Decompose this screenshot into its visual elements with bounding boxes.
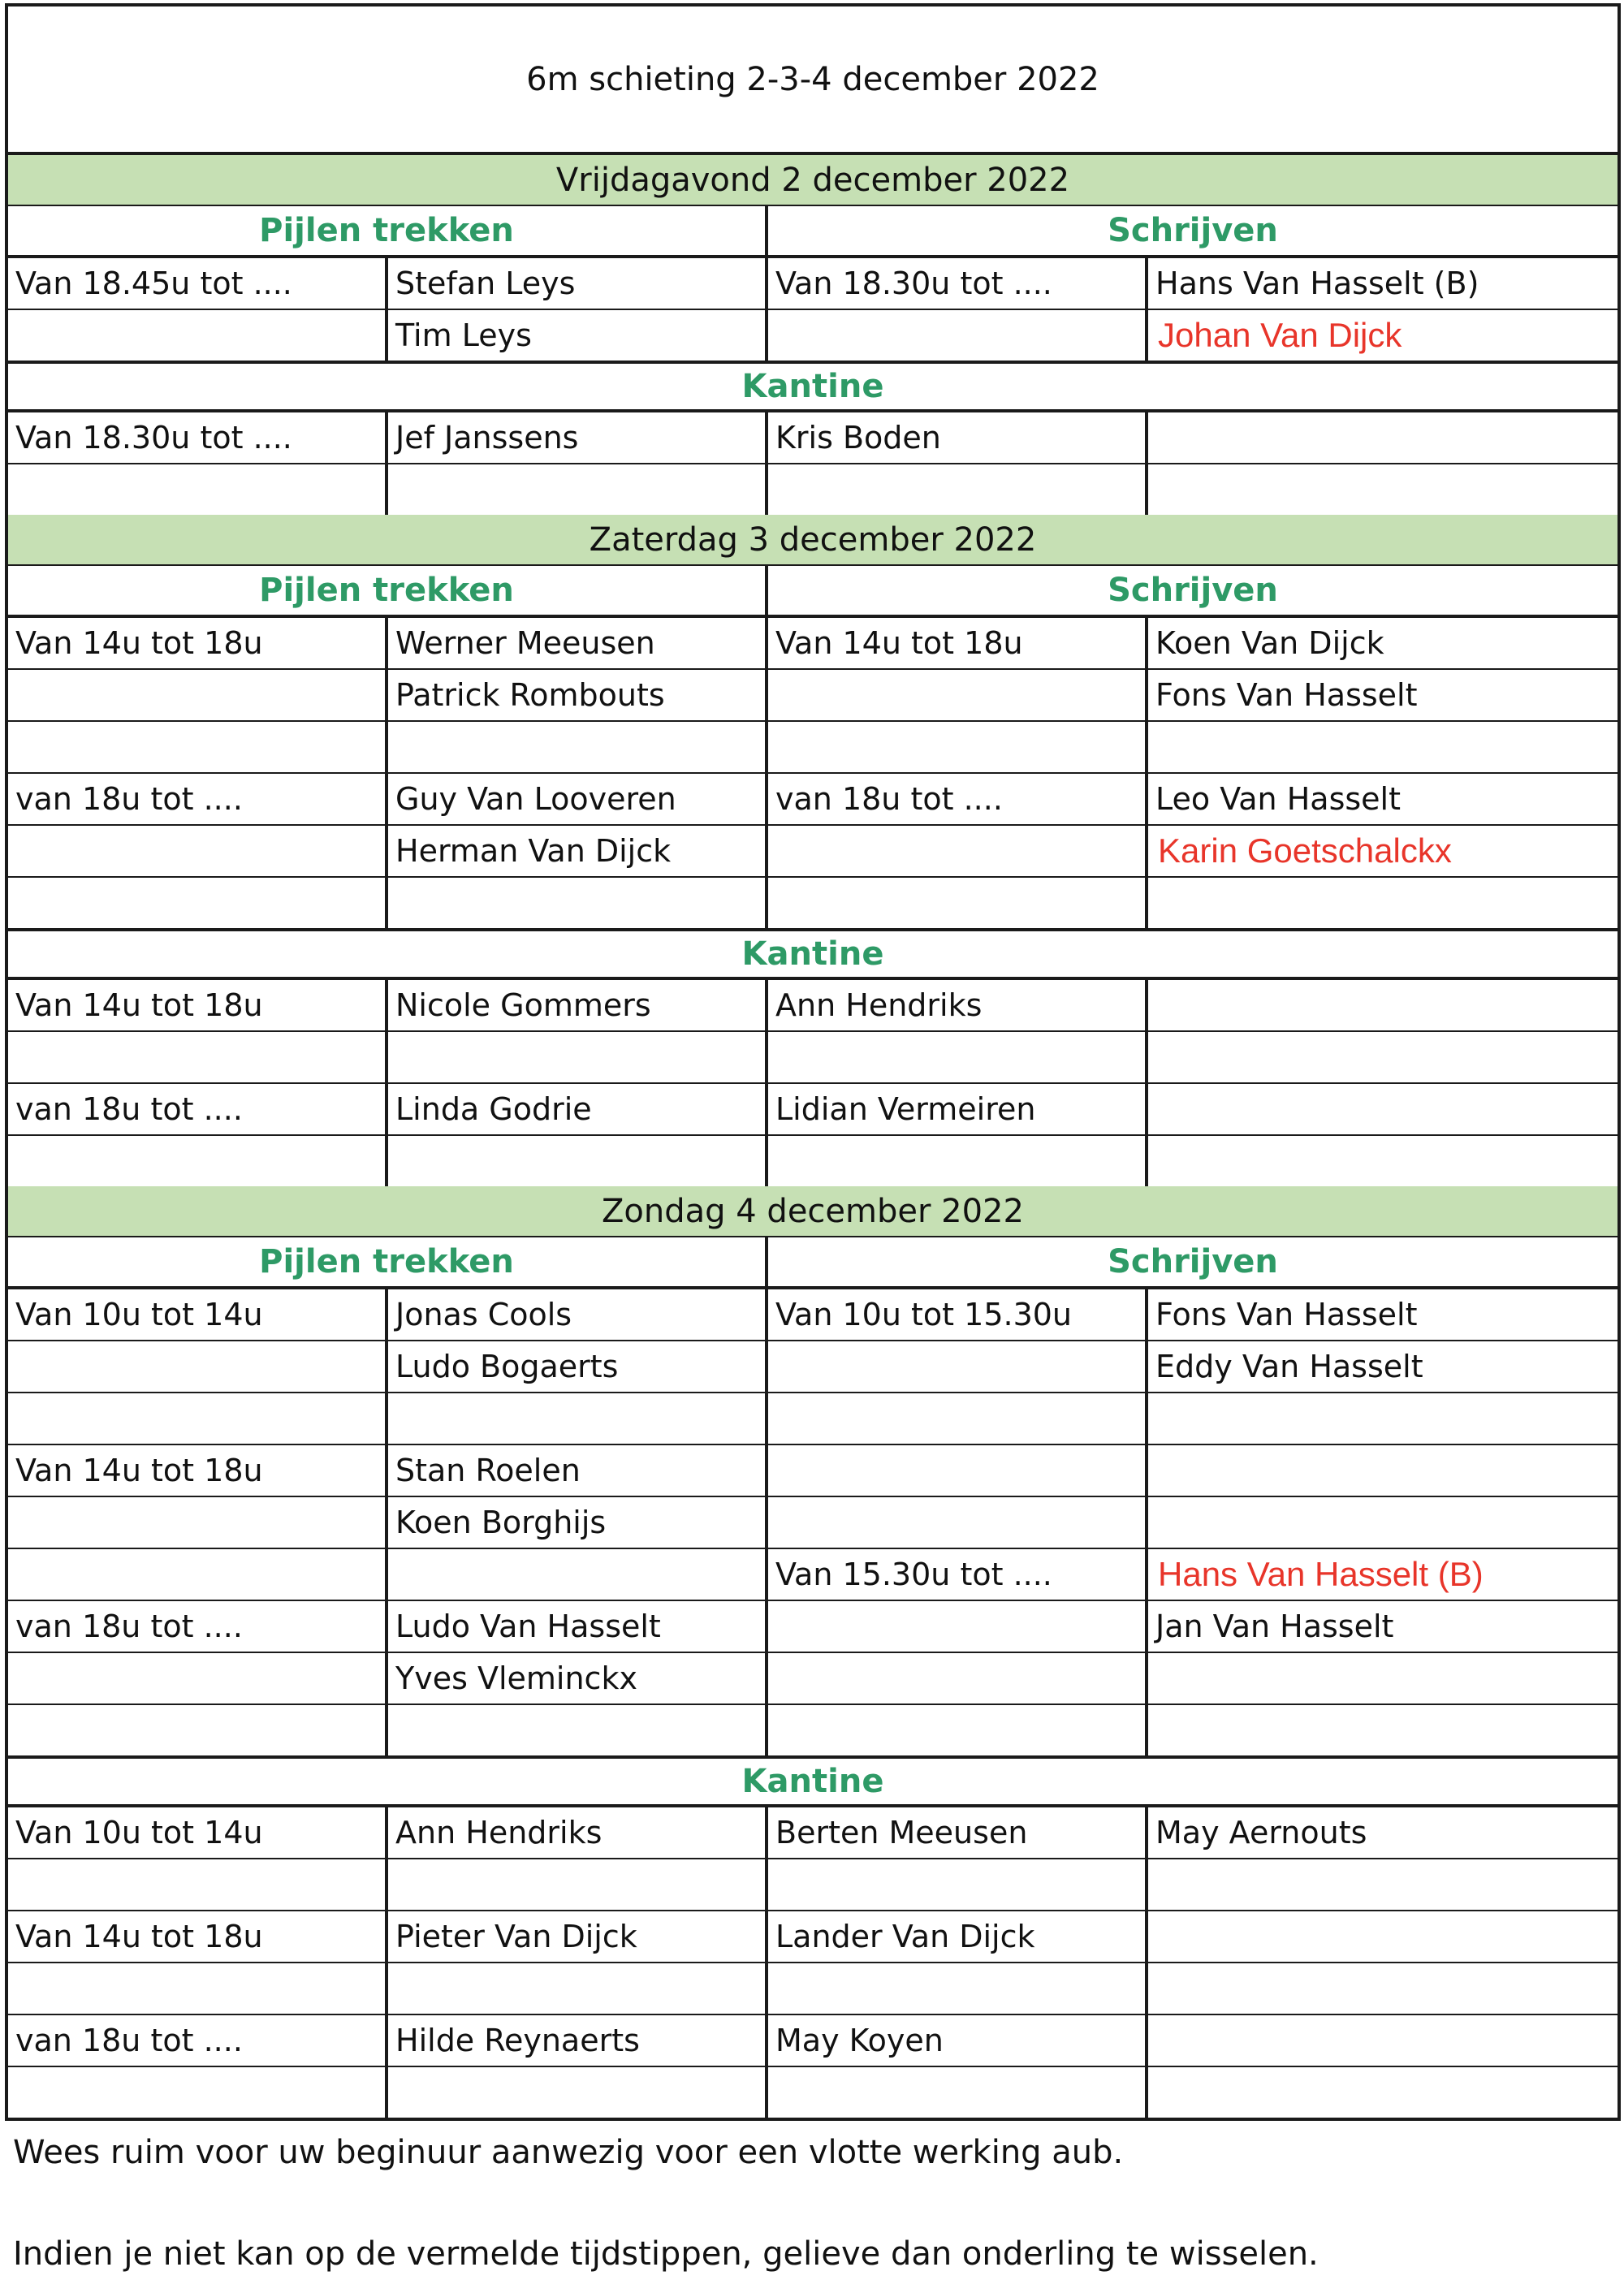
kantine_rows-cell-name-1: Linda Godrie: [388, 1084, 768, 1134]
kantine_rows-cell-time: Van 10u tot 14u: [8, 1807, 388, 1858]
shift_rows-cell-time-or-name: Van 10u tot 15.30u: [768, 1289, 1148, 1340]
shift_rows-cell-time: [8, 1497, 388, 1548]
kantine_rows-cell-name-1: Pieter Van Dijck: [388, 1911, 768, 1962]
kantine_rows-cell-name-1: [388, 1032, 768, 1082]
shift_rows-cell-name-2: Karin Goetschalckx: [1158, 831, 1452, 870]
kantine_rows-row: [8, 1032, 1618, 1084]
kantine_rows-cell-name-1: [388, 464, 768, 515]
shift_rows-cell-time: [8, 1705, 388, 1755]
kantine_rows-cell-time-or-name: Lander Van Dijck: [768, 1911, 1148, 1962]
pijlen-trekken-heading: Pijlen trekken: [8, 566, 768, 615]
kantine_rows-cell-name-1: [388, 2067, 768, 2118]
shift_rows-cell-name-2: [1148, 722, 1618, 772]
kantine_rows-row: [8, 980, 1618, 1032]
shift_rows-cell-time: Van 14u tot 18u: [8, 1445, 388, 1496]
kantine_rows-row: [8, 1136, 1618, 1186]
shift_rows-cell-time-or-name: [768, 1653, 1148, 1704]
shift_rows-cell-name-1: Koen Borghijs: [388, 1497, 768, 1548]
shift_rows-row: [8, 1497, 1618, 1549]
kantine_rows-cell-time: Van 14u tot 18u: [8, 980, 388, 1030]
shift_rows-cell-time-or-name: Van 18.30u tot ....: [768, 258, 1148, 309]
kantine_rows-cell-name-1: Jef Janssens: [388, 412, 768, 463]
kantine_rows-cell-name-2: [1148, 2067, 1618, 2118]
shift_rows-row: [8, 258, 1618, 310]
kantine_rows-cell-name-1: [388, 1963, 768, 2014]
shift_rows-row: [8, 774, 1618, 826]
schrijven-heading: Schrijven: [1108, 212, 1278, 249]
shift_rows-cell-name-1: Herman Van Dijck: [388, 826, 768, 876]
kantine_rows-cell-time: [8, 1963, 388, 2014]
shift_rows-cell-time: Van 10u tot 14u: [8, 1289, 388, 1340]
kantine_rows-cell-time: van 18u tot ....: [8, 1084, 388, 1134]
kantine_rows-row: [8, 1807, 1618, 1859]
shift_rows-cell-time-or-name: [768, 1341, 1148, 1392]
kantine_rows-row: [8, 464, 1618, 515]
shift_rows-cell-name-1: [388, 1549, 768, 1600]
kantine_rows-cell-name-1: [388, 1136, 768, 1186]
kantine_rows-cell-time: [8, 1032, 388, 1082]
kantine_rows-cell-time-or-name: [768, 464, 1148, 515]
days-container: [8, 155, 1618, 2118]
shift_rows-cell-time: van 18u tot ....: [8, 1601, 388, 1652]
shift_rows-cell-name-2: [1148, 1393, 1618, 1444]
shift_rows-cell-name-2: Leo Van Hasselt: [1155, 781, 1401, 817]
note-swap-shifts: Indien je niet kan op de vermelde tijdstippen, gelieve dan onderling te wisselen.: [13, 2235, 1319, 2273]
kantine_rows-cell-time: [8, 464, 388, 515]
kantine_rows-cell-name-2: [1148, 1136, 1618, 1186]
shift_rows-cell-name-1: Yves Vleminckx: [388, 1653, 768, 1704]
shift_rows-row: [8, 722, 1618, 774]
shift_rows-cell-time-or-name: Van 15.30u tot ....: [768, 1549, 1148, 1600]
kantine_rows-cell-name-1: [388, 1859, 768, 1910]
shift_rows-cell-name-1: Ludo Bogaerts: [388, 1341, 768, 1392]
shift_rows-cell-name-2: Eddy Van Hasselt: [1155, 1349, 1423, 1384]
kantine_rows-cell-name-2: [1148, 1084, 1618, 1134]
kantine_rows-row: [8, 2015, 1618, 2067]
kantine_rows-cell-name-1: Ann Hendriks: [388, 1807, 768, 1858]
pijlen-trekken-heading: Pijlen trekken: [8, 206, 768, 255]
day-section: [8, 515, 1618, 1186]
section-subheaders: [8, 206, 1618, 258]
shift_rows-cell-name-1: Patrick Rombouts: [388, 670, 768, 720]
kantine_rows-row: [8, 1859, 1618, 1911]
day-section: [8, 1186, 1618, 2118]
shift_rows-cell-time-or-name: [768, 1601, 1148, 1652]
shift_rows-cell-time: Van 18.45u tot ....: [8, 258, 388, 309]
shift_rows-cell-time: [8, 878, 388, 928]
shift_rows-cell-time: [8, 1341, 388, 1392]
shift_rows-cell-name-1: Stefan Leys: [388, 258, 768, 309]
kantine_rows-row: [8, 1911, 1618, 1963]
shift_rows-cell-time-or-name: Van 14u tot 18u: [768, 618, 1148, 668]
kantine_rows-cell-time: [8, 2067, 388, 2118]
shift_rows-cell-name-1: Werner Meeusen: [388, 618, 768, 668]
kantine_rows-cell-name-2: [1148, 1963, 1618, 2014]
shift_rows-row: [8, 1445, 1618, 1497]
section-subheaders: [8, 1237, 1618, 1289]
day-header: Vrijdagavond 2 december 2022: [8, 155, 1618, 206]
shift_rows-cell-time-or-name: [768, 722, 1148, 772]
shift_rows-cell-name-1: Guy Van Looveren: [388, 774, 768, 824]
kantine_rows-cell-time-or-name: Lidian Vermeiren: [768, 1084, 1148, 1134]
shift_rows-cell-time: [8, 310, 388, 361]
shift_rows-cell-name-2: [1148, 878, 1618, 928]
shift_rows-cell-name-1: Stan Roelen: [388, 1445, 768, 1496]
shift_rows-cell-name-2: Hans Van Hasselt (B): [1155, 266, 1479, 301]
shift_rows-row: [8, 1653, 1618, 1705]
shift_rows-row: [8, 826, 1618, 878]
shift_rows-cell-name-1: Jonas Cools: [388, 1289, 768, 1340]
shift_rows-cell-name-1: Tim Leys: [388, 310, 768, 361]
shift_rows-row: [8, 670, 1618, 722]
shift_rows-cell-name-2: Hans Van Hasselt (B): [1158, 1555, 1484, 1593]
kantine_rows-cell-name-1: Nicole Gommers: [388, 980, 768, 1030]
kantine_rows-cell-name-2: May Aernouts: [1155, 1815, 1367, 1850]
shift_rows-cell-name-2: [1148, 1497, 1618, 1548]
kantine_rows-cell-time: Van 14u tot 18u: [8, 1911, 388, 1962]
shift_rows-row: [8, 878, 1618, 931]
shift_rows-row: [8, 310, 1618, 364]
shift_rows-cell-time: [8, 1549, 388, 1600]
note-arrive-early: Wees ruim voor uw beginuur aanwezig voor een vlotte werking aub.: [13, 2134, 1124, 2171]
schrijven-heading: Schrijven: [1108, 1243, 1278, 1280]
shift_rows-cell-time: [8, 826, 388, 876]
shift_rows-cell-name-1: [388, 722, 768, 772]
shift_rows-cell-name-1: [388, 1393, 768, 1444]
kantine_rows-row: [8, 2067, 1618, 2118]
kantine_rows-cell-name-2: [1148, 1859, 1618, 1910]
kantine_rows-cell-time-or-name: May Koyen: [768, 2015, 1148, 2066]
shift_rows-cell-time: Van 14u tot 18u: [8, 618, 388, 668]
kantine_rows-cell-time: [8, 1136, 388, 1186]
kantine_rows-cell-name-1: Hilde Reynaerts: [388, 2015, 768, 2066]
shift_rows-row: [8, 1289, 1618, 1341]
section-subheaders: [8, 566, 1618, 618]
shift_rows-row: [8, 618, 1618, 670]
shift_rows-cell-time: [8, 670, 388, 720]
kantine_rows-cell-name-2: [1148, 980, 1618, 1030]
kantine_rows-row: [8, 1963, 1618, 2015]
kantine_rows-cell-time-or-name: Kris Boden: [768, 412, 1148, 463]
shift_rows-cell-time-or-name: [768, 1497, 1148, 1548]
shift_rows-cell-name-2: [1148, 1653, 1618, 1704]
kantine_rows-cell-name-2: [1148, 1911, 1618, 1962]
shift_rows-cell-time: [8, 1393, 388, 1444]
kantine_rows-cell-time: Van 18.30u tot ....: [8, 412, 388, 463]
kantine_rows-cell-name-2: [1148, 1032, 1618, 1082]
shift_rows-cell-time-or-name: [768, 310, 1148, 361]
kantine_rows-cell-time-or-name: [768, 2067, 1148, 2118]
kantine-heading: Kantine: [8, 364, 1618, 412]
kantine_rows-row: [8, 1084, 1618, 1136]
kantine_rows-cell-time-or-name: [768, 1032, 1148, 1082]
shift_rows-cell-name-1: Ludo Van Hasselt: [388, 1601, 768, 1652]
kantine_rows-cell-name-2: [1148, 412, 1618, 463]
shift_rows-cell-name-2: [1148, 1445, 1618, 1496]
kantine_rows-cell-time: [8, 1859, 388, 1910]
schrijven-heading: Schrijven: [1108, 572, 1278, 609]
shift_rows-row: [8, 1393, 1618, 1445]
day-section: [8, 155, 1618, 515]
shift_rows-cell-time: [8, 722, 388, 772]
shift_rows-cell-name-2: Johan Van Dijck: [1158, 316, 1402, 354]
shift_rows-cell-name-1: [388, 878, 768, 928]
kantine-heading: Kantine: [8, 1759, 1618, 1807]
kantine_rows-cell-time: van 18u tot ....: [8, 2015, 388, 2066]
shift_rows-cell-time-or-name: [768, 1705, 1148, 1755]
kantine_rows-row: [8, 412, 1618, 464]
kantine_rows-cell-time-or-name: Berten Meeusen: [768, 1807, 1148, 1858]
shift_rows-cell-time-or-name: [768, 1445, 1148, 1496]
day-header: Zondag 4 december 2022: [8, 1186, 1618, 1237]
shift_rows-cell-name-2: Jan Van Hasselt: [1155, 1609, 1394, 1644]
shift_rows-cell-name-1: [388, 1705, 768, 1755]
kantine_rows-cell-name-2: [1148, 2015, 1618, 2066]
schedule-title: 6m schieting 2-3-4 december 2022: [8, 6, 1618, 155]
shift_rows-row: [8, 1705, 1618, 1759]
schedule-table: [5, 3, 1621, 2121]
shift_rows-cell-time-or-name: [768, 670, 1148, 720]
shift_rows-row: [8, 1341, 1618, 1393]
day-header: Zaterdag 3 december 2022: [8, 515, 1618, 566]
kantine_rows-cell-name-2: [1148, 464, 1618, 515]
kantine_rows-cell-time-or-name: [768, 1859, 1148, 1910]
shift_rows-cell-time: van 18u tot ....: [8, 774, 388, 824]
shift_rows-cell-time: [8, 1653, 388, 1704]
pijlen-trekken-heading: Pijlen trekken: [8, 1237, 768, 1286]
shift_rows-cell-time-or-name: [768, 878, 1148, 928]
shift_rows-cell-name-2: Fons Van Hasselt: [1155, 1297, 1418, 1332]
kantine_rows-cell-time-or-name: Ann Hendriks: [768, 980, 1148, 1030]
shift_rows-cell-time-or-name: van 18u tot ....: [768, 774, 1148, 824]
kantine_rows-cell-time-or-name: [768, 1963, 1148, 2014]
shift_rows-cell-time-or-name: [768, 1393, 1148, 1444]
kantine-heading: Kantine: [8, 931, 1618, 980]
shift_rows-cell-time-or-name: [768, 826, 1148, 876]
shift_rows-cell-name-2: Koen Van Dijck: [1155, 625, 1384, 661]
shift_rows-row: [8, 1549, 1618, 1601]
shift_rows-cell-name-2: [1148, 1705, 1618, 1755]
kantine_rows-cell-time-or-name: [768, 1136, 1148, 1186]
shift_rows-row: [8, 1601, 1618, 1653]
shift_rows-cell-name-2: Fons Van Hasselt: [1155, 677, 1418, 713]
